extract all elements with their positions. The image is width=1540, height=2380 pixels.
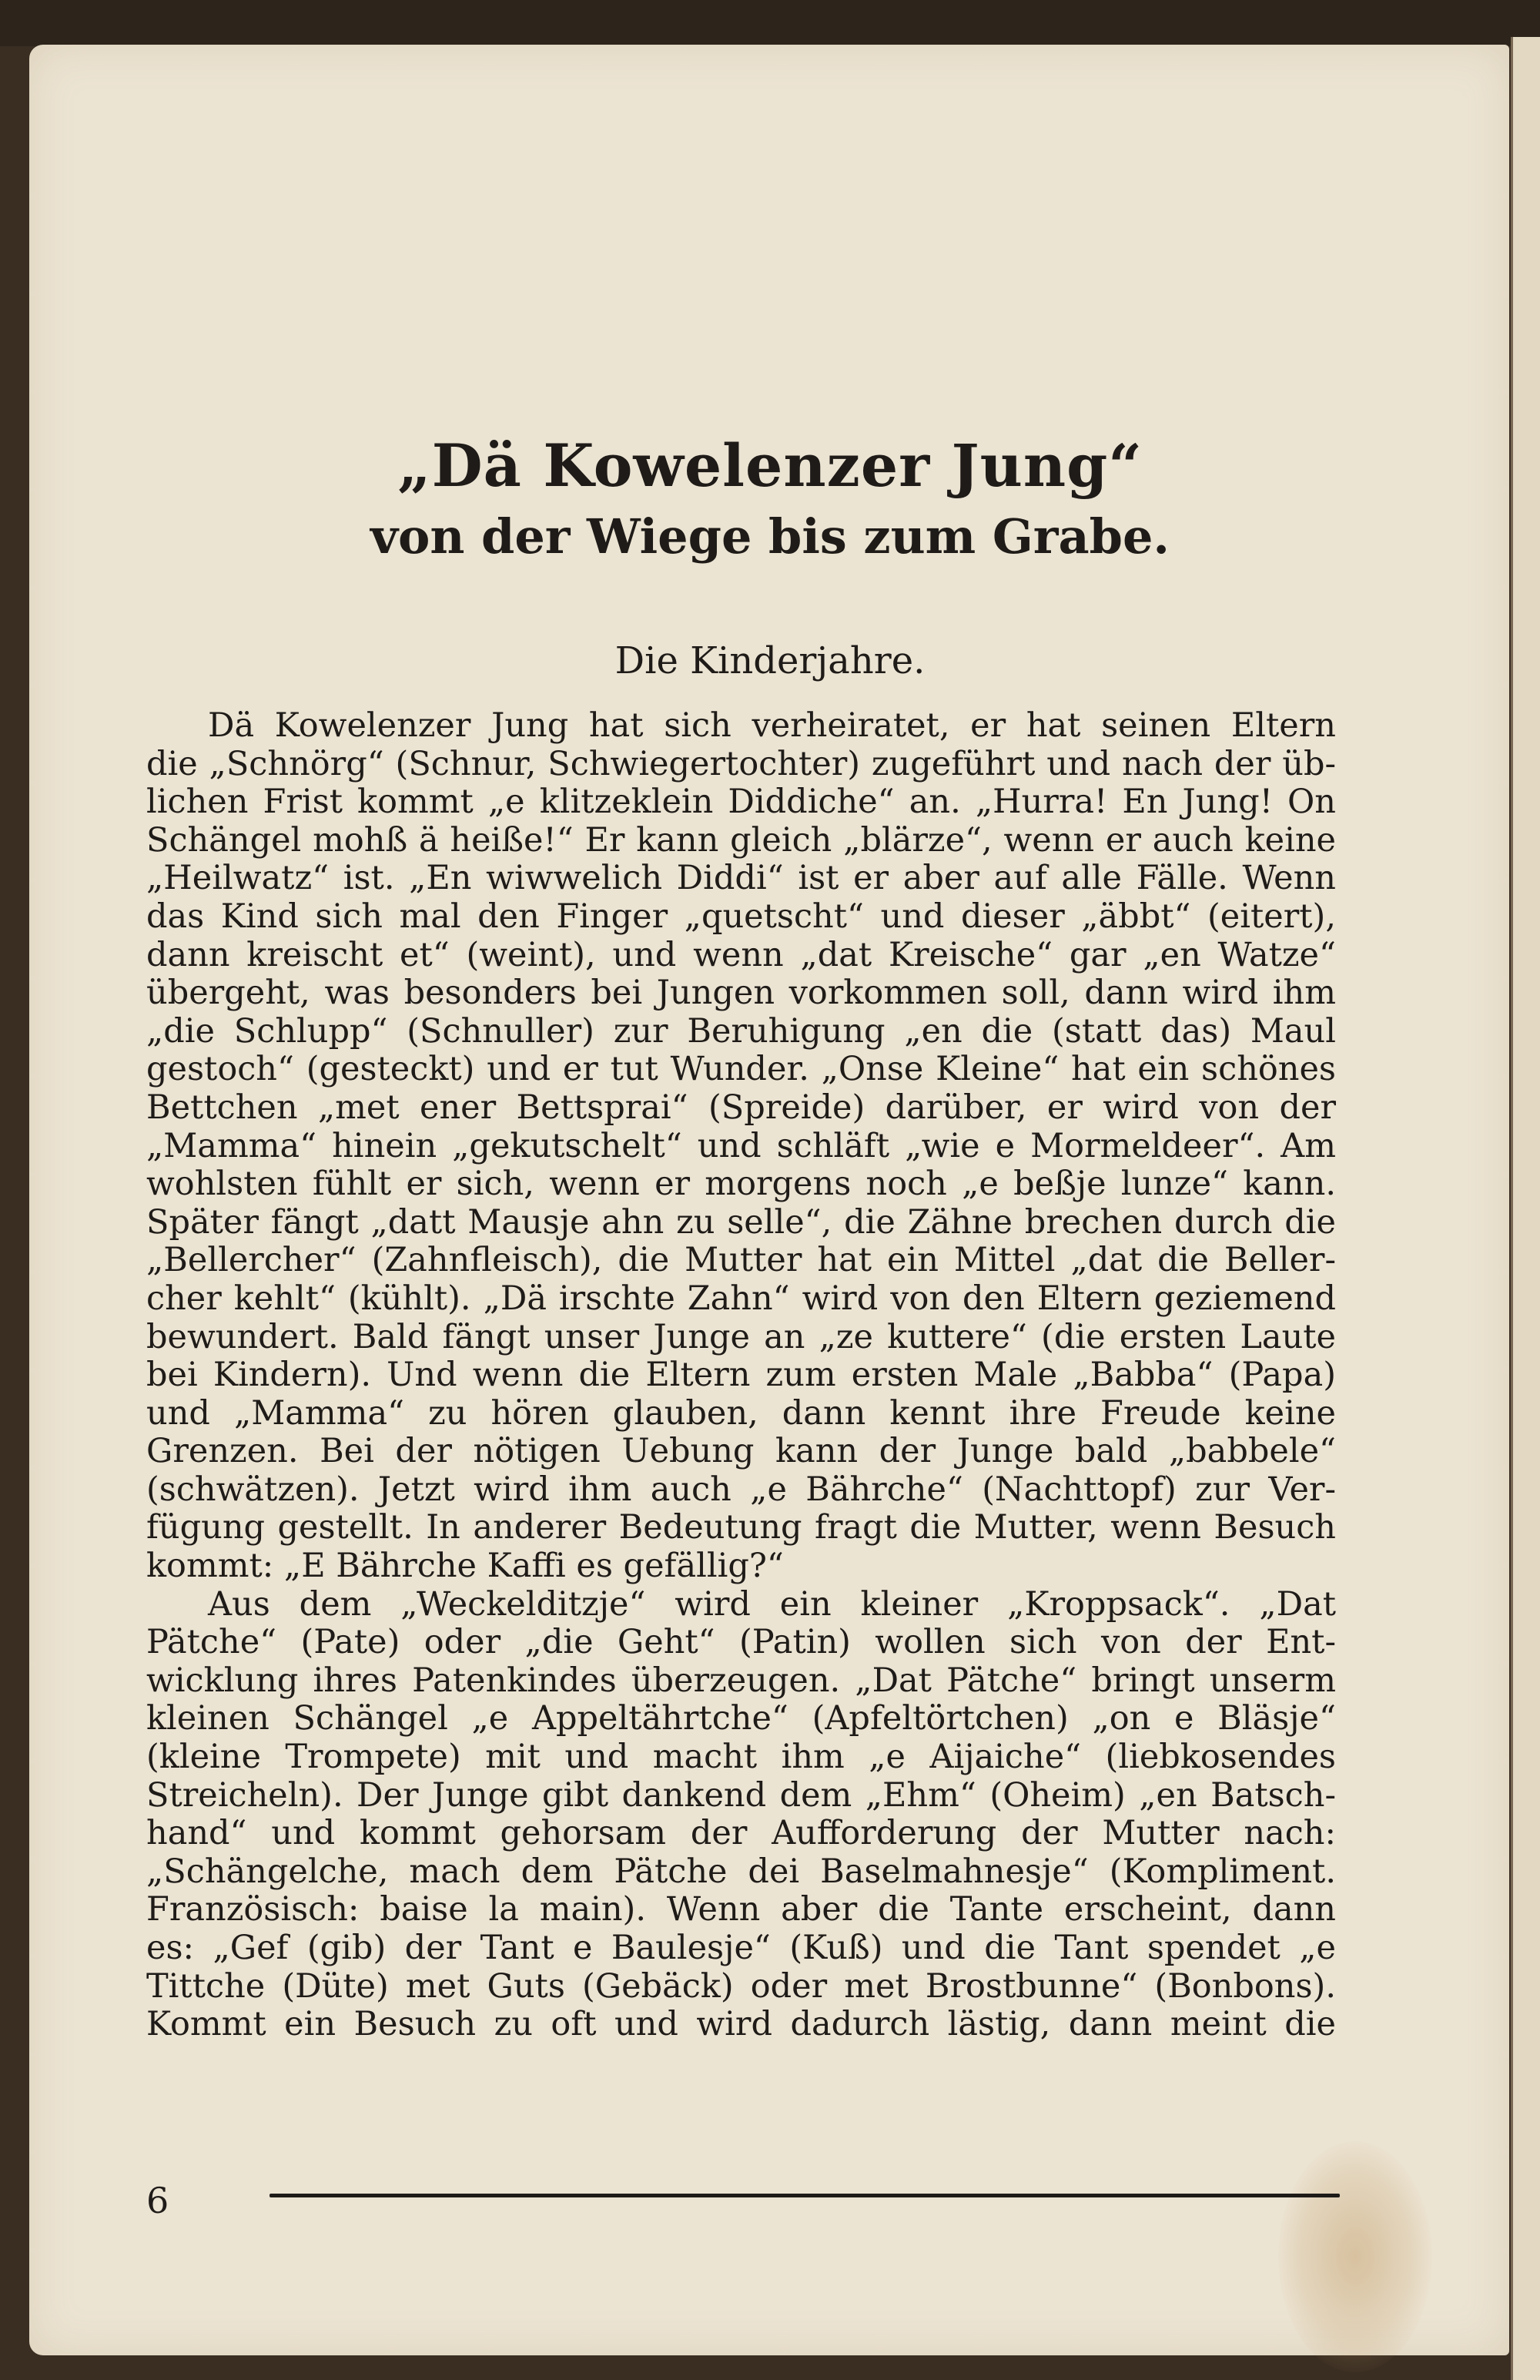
text-line: (kleine Trompete) mit und macht ihm „e Aijaiche“ (liebkosendes bbox=[146, 1738, 1336, 1777]
text-line: Grenzen. Bei der nötigen Uebung kann der Junge bald „babbele“ bbox=[146, 1433, 1336, 1471]
text-line: Schängel mohß ä heiße!“ Er kann gleich „blärze“, wenn er auch keine bbox=[146, 821, 1336, 860]
text-line: wohlsten fühlt er sich, wenn er morgens noch „e beßje lunze“ kann. bbox=[146, 1165, 1336, 1204]
chapter-title: „Dä Kowelenzer Jung“ bbox=[397, 431, 1143, 500]
text-line: „Schängelche, mach dem Pätche dei Baselmahnesje“ (Kompliment. bbox=[146, 1852, 1336, 1891]
next-page-edge bbox=[1511, 37, 1540, 2380]
text-line: kleinen Schängel „e Appeltährtche“ (Apfeltörtchen) „on e Bläsje“ bbox=[146, 1700, 1336, 1738]
footer-rule bbox=[270, 2194, 1340, 2197]
text-line: bei Kindern). Und wenn die Eltern zum ersten Male „Babba“ (Papa) bbox=[146, 1356, 1336, 1395]
text-line: Später fängt „datt Mausje ahn zu selle“, die Zähne brechen durch die bbox=[146, 1203, 1336, 1242]
text-line: fügung gestellt. In anderer Bedeutung fragt die Mutter, wenn Besuch bbox=[146, 1509, 1336, 1547]
text-line: „die Schlupp“ (Schnuller) zur Beruhigung „en die (statt das) Maul bbox=[146, 1012, 1336, 1051]
text-line: Französisch: baise la main). Wenn aber die Tante erscheint, dann bbox=[146, 1891, 1336, 1929]
text-line: dann kreischt et“ (weint), und wenn „dat Kreische“ gar „en Watze“ bbox=[146, 936, 1336, 974]
section-heading: Die Kinderjahre. bbox=[614, 639, 926, 682]
text-line: gestoch“ (gesteckt) und er tut Wunder. „Onse Kleine“ hat ein schönes bbox=[146, 1051, 1336, 1089]
text-line: hand“ und kommt gehorsam der Aufforderung der Mutter nach: bbox=[146, 1815, 1336, 1853]
text-line: das Kind sich mal den Finger „quetscht“ und dieser „äbbt“ (eitert), bbox=[146, 897, 1336, 936]
scan-background bbox=[0, 0, 1540, 46]
text-line: „Heilwatz“ ist. „En wiwwelich Diddi“ ist er aber auf alle Fälle. Wenn bbox=[146, 860, 1336, 898]
text-line: lichen Frist kommt „e klitzeklein Diddiche“ an. „Hurra! En Jung! On bbox=[146, 783, 1336, 822]
page-number: 6 bbox=[146, 2180, 169, 2221]
chapter-subtitle: von der Wiege bis zum Grabe. bbox=[370, 508, 1170, 565]
text-line: (schwätzen). Jetzt wird ihm auch „e Bährche“ (Nachttopf) zur Ver- bbox=[146, 1470, 1336, 1509]
body-text bbox=[146, 707, 1336, 2044]
text-line: die „Schnörg“ (Schnur, Schwiegertochter) zugeführt und nach der üb- bbox=[146, 745, 1336, 783]
text-line: cher kehlt“ (kühlt). „Dä irschte Zahn“ wird von den Eltern geziemend bbox=[146, 1279, 1336, 1318]
text-line: „Mamma“ hinein „gekutschelt“ und schläft „wie e Mormeldeer“. Am bbox=[146, 1127, 1336, 1165]
paper-stain bbox=[1278, 2141, 1432, 2372]
text-line: Aus dem „Weckelditzje“ wird ein kleiner „Kroppsack“. „Dat bbox=[208, 1585, 1336, 1624]
text-line: Kommt ein Besuch zu oft und wird dadurch lästig, dann meint die bbox=[146, 2006, 1336, 2044]
text-line: wicklung ihres Patenkindes überzeugen. „Dat Pätche“ bringt unserm bbox=[146, 1661, 1336, 1700]
text-line: und „Mamma“ zu hören glauben, dann kennt ihre Freude keine bbox=[146, 1394, 1336, 1433]
text-line: übergeht, was besonders bei Jungen vorkommen soll, dann wird ihm bbox=[146, 974, 1336, 1013]
text-line: „Bellercher“ (Zahnfleisch), die Mutter hat ein Mittel „dat die Beller- bbox=[146, 1242, 1336, 1280]
text-line: bewundert. Bald fängt unser Junge an „ze kuttere“ (die ersten Laute bbox=[146, 1318, 1336, 1356]
text-line: Dä Kowelenzer Jung hat sich verheiratet, er hat seinen Eltern bbox=[208, 707, 1336, 745]
text-line: Pätche“ (Pate) oder „die Geht“ (Patin) wollen sich von der Ent- bbox=[146, 1624, 1336, 1662]
text-line: Tittche (Düte) met Guts (Gebäck) oder met Brostbunne“ (Bonbons). bbox=[146, 1967, 1336, 2006]
text-line: es: „Gef (gib) der Tant e Baulesje“ (Kuß) und die Tant spendet „e bbox=[146, 1929, 1336, 1967]
text-line: Bettchen „met ener Bettsprai“ (Spreide) darüber, er wird von der bbox=[146, 1088, 1336, 1127]
text-line: kommt: „E Bährche Kaffi es gefällig?“ bbox=[146, 1547, 784, 1586]
text-line: Streicheln). Der Junge gibt dankend dem „Ehm“ (Oheim) „en Batsch- bbox=[146, 1776, 1336, 1815]
